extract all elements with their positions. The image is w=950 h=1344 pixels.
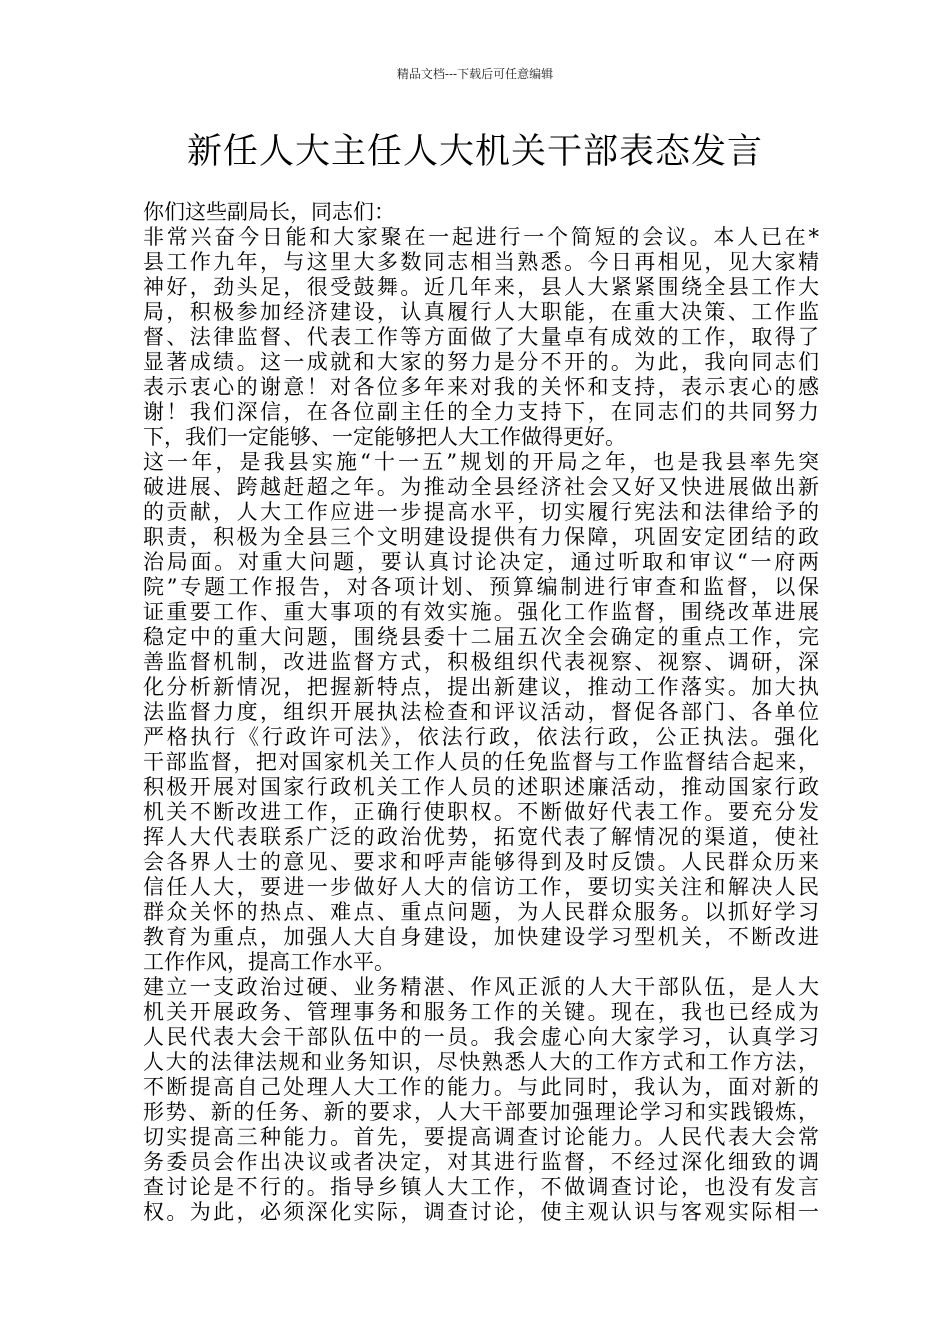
body-text-line: 群众关怀的热点、难点、重点问题，为人民群众服务。以抓好学习 <box>143 900 819 924</box>
body-text-line: 挥人大代表联系广泛的政治优势，拓宽代表了解情况的渠道，使社 <box>143 825 819 849</box>
body-text-line: 切实提高三种能力。首先，要提高调查讨论能力。人民代表大会常 <box>143 1125 819 1149</box>
body-text-line: 你们这些副局长，同志们： <box>143 200 395 224</box>
body-text-line: 稳定中的重大问题，围绕县委十二届五次全会确定的重点工作，完 <box>143 625 819 649</box>
body-text-line: 会各界人士的意见、要求和呼声能够得到及时反馈。人民群众历来 <box>143 850 819 874</box>
body-text-line: 谢！我们深信，在各位副主任的全力支持下，在同志们的共同努力 <box>143 400 819 424</box>
body-text-line: 建立一支政治过硬、业务精湛、作风正派的人大干部队伍，是人大 <box>143 975 819 999</box>
body-text-line: 工作作风，提高工作水平。 <box>143 950 395 974</box>
document-body <box>143 200 819 1225</box>
body-text-line: 职责，积极为全县三个文明建设提供有力保障，巩固安定团结的政 <box>143 525 819 549</box>
body-text-line: 干部监督，把对国家机关工作人员的任免监督与工作监督结合起来， <box>143 750 819 774</box>
body-text-line: 法监督力度，组织开展执法检查和评议活动，督促各部门、各单位 <box>143 700 819 724</box>
body-text-line: 形势、新的任务、新的要求，人大干部要加强理论学习和实践锻炼， <box>143 1100 819 1124</box>
body-text-line: 下，我们一定能够、一定能够把人大工作做得更好。 <box>143 425 626 449</box>
body-text-line: 积极开展对国家行政机关工作人员的述职述廉活动，推动国家行政 <box>143 775 819 799</box>
body-text-line: 这一年，是我县实施“十一五”规划的开局之年，也是我县率先突 <box>143 450 819 474</box>
body-text-line: 权。为此，必须深化实际，调查讨论，使主观认识与客观实际相一 <box>143 1200 819 1224</box>
body-text-line: 神好，劲头足，很受鼓舞。近几年来，县人大紧紧围绕全县工作大 <box>143 275 819 299</box>
body-text-line: 证重要工作、重大事项的有效实施。强化工作监督，围绕改革进展 <box>143 600 819 624</box>
body-text-line: 局，积极参加经济建设，认真履行人大职能，在重大决策、工作监 <box>143 300 819 324</box>
document-title: 新任人大主任人大机关干部表态发言 <box>186 132 763 172</box>
body-text-line: 院”专题工作报告，对各项计划、预算编制进行审查和监督，以保 <box>143 575 819 599</box>
body-text-line: 查讨论是不行的。指导乡镇人大工作，不做调查讨论，也没有发言 <box>143 1175 819 1199</box>
body-text-line: 信任人大，要进一步做好人大的信访工作，要切实关注和解决人民 <box>143 875 819 899</box>
body-text-line: 表示衷心的谢意！对各位多年来对我的关怀和支持，表示衷心的感 <box>143 375 819 399</box>
body-text-line: 人民代表大会干部队伍中的一员。我会虚心向大家学习，认真学习 <box>143 1025 819 1049</box>
body-text-line: 不断提高自己处理人大工作的能力。与此同时，我认为，面对新的 <box>143 1075 819 1099</box>
body-text-line: 务委员会作出决议或者决定，对其进行监督，不经过深化细致的调 <box>143 1150 819 1174</box>
body-text-line: 县工作九年，与这里大多数同志相当熟悉。今日再相见，见大家精 <box>143 250 819 274</box>
body-text-line: 显著成绩。这一成就和大家的努力是分不开的。为此，我向同志们 <box>143 350 819 374</box>
body-text-line: 机关开展政务、管理事务和服务工作的关键。现在，我也已经成为 <box>143 1000 819 1024</box>
body-text-line: 严格执行《行政许可法》，依法行政，依法行政，公正执法。强化 <box>143 725 819 749</box>
body-text-line: 破进展、跨越赶超之年。为推动全县经济社会又好又快进展做出新 <box>143 475 819 499</box>
body-text-line: 的贡献，人大工作应进一步提高水平，切实履行宪法和法律给予的 <box>143 500 819 524</box>
body-text-line: 督、法律监督、代表工作等方面做了大量卓有成效的工作，取得了 <box>143 325 819 349</box>
body-text-line: 善监督机制，改进监督方式，积极组织代表视察、视察、调研，深 <box>143 650 819 674</box>
body-text-line: 非常兴奋今日能和大家聚在一起进行一个简短的会议。本人已在* <box>143 225 819 249</box>
body-text-line: 化分析新情况，把握新特点，提出新建议，推动工作落实。加大执 <box>143 675 819 699</box>
body-text-line: 治局面。对重大问题，要认真讨论决定，通过听取和审议“一府两 <box>143 550 819 574</box>
body-text-line: 教育为重点，加强人大自身建设，加快建设学习型机关，不断改进 <box>143 925 819 949</box>
body-text-line: 机关不断改进工作，正确行使职权。不断做好代表工作。要充分发 <box>143 800 819 824</box>
body-text-line: 人大的法律法规和业务知识，尽快熟悉人大的工作方式和工作方法， <box>143 1050 819 1074</box>
header-note: 精品文档---下载后可任意编辑 <box>396 67 554 81</box>
